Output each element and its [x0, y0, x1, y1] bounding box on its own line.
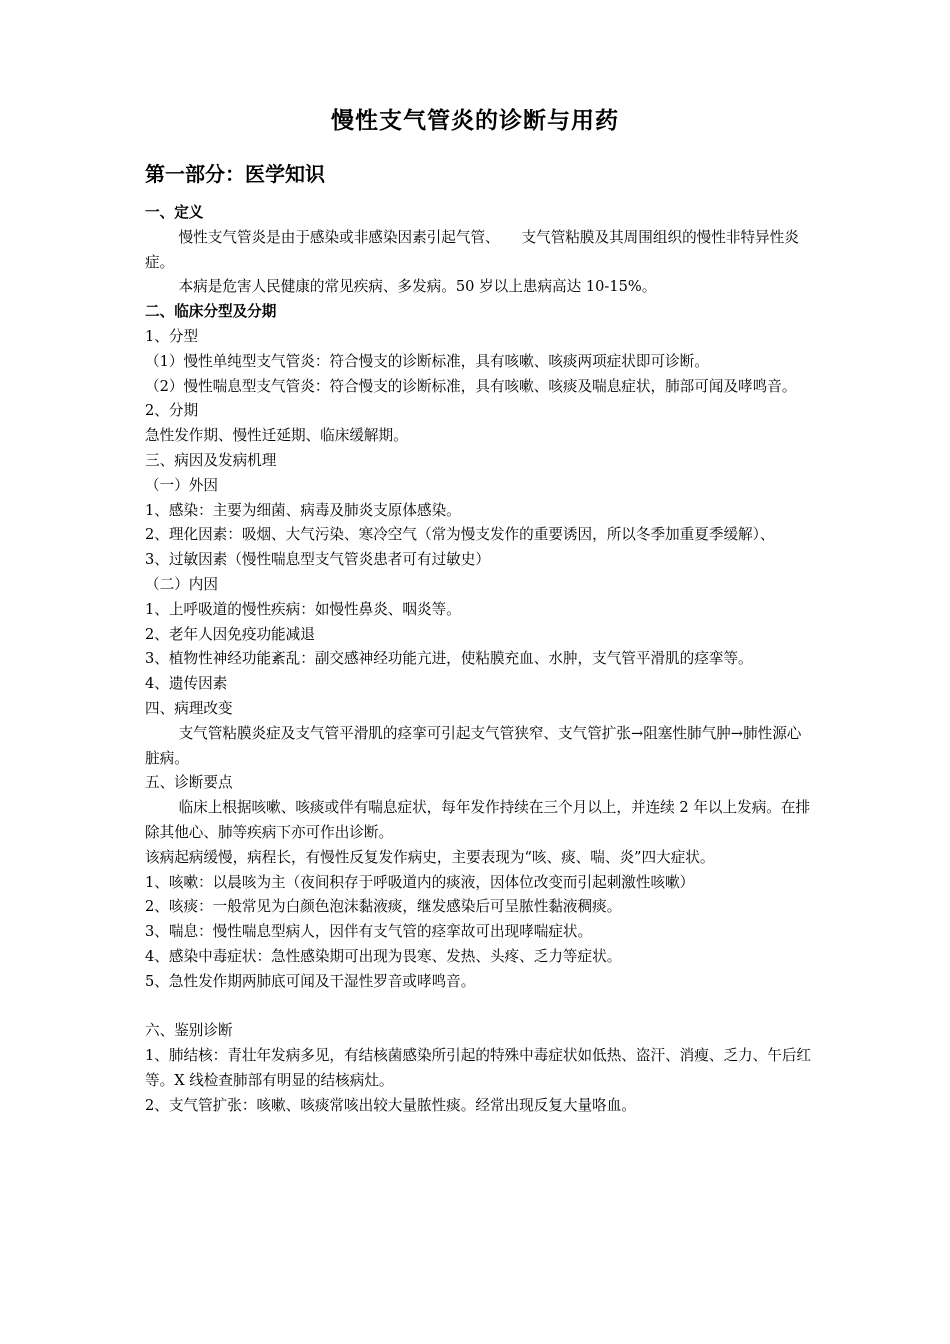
paragraph: 本病是危害人民健康的常见疾病、多发病。50 岁以上患病高达 10-15%。	[178, 278, 657, 296]
paragraph: （二）内因	[145, 575, 218, 593]
paragraph: 4、感染中毒症状：急性感染期可出现为畏寒、发热、头疼、乏力等症状。	[145, 947, 622, 965]
paragraph: 4、遗传因素	[145, 675, 228, 693]
paragraph: 1、分型	[145, 327, 199, 345]
paragraph: 2、支气管扩张：咳嗽、咳痰常咳出较大量脓性痰。经常出现反复大量咯血。	[145, 1096, 636, 1114]
paragraph: 支气管粘膜炎症及支气管平滑肌的痉挛可引起支气管狭窄、支气管扩张→阻塞性肺气肿→肺性源心脏病。	[145, 724, 802, 767]
paragraph: 急性发作期、慢性迁延期、临床缓解期。	[145, 427, 408, 445]
paragraph: 该病起病缓慢，病程长，有慢性反复发作病史，主要表现为“咳、痰、喘、炎”四大症状。	[145, 848, 715, 866]
blank-line	[145, 995, 813, 1020]
paragraph: 2、老年人因免疫功能减退	[145, 625, 315, 643]
paragraph: 3、喘息：慢性喘息型病人，因伴有支气管的痉挛故可出现哮喘症状。	[145, 923, 593, 941]
paragraph: 5、急性发作期两肺底可闻及干湿性罗音或哮鸣音。	[145, 972, 476, 990]
paragraph: 三、病因及发病机理	[145, 451, 277, 469]
part-heading: 第一部分：医学知识	[145, 162, 325, 186]
paragraph: 四、病理改变	[145, 699, 233, 717]
document-body	[145, 201, 813, 1118]
paragraph: 五、诊断要点	[145, 774, 233, 792]
section-heading: 二、临床分型及分期	[145, 303, 277, 321]
paragraph: 3、植物性神经功能紊乱：副交感神经功能亢进，使粘膜充血、水肿，支气管平滑肌的痉挛等。	[145, 650, 753, 668]
paragraph: 临床上根据咳嗽、咳痰或伴有喘息症状，每年发作持续在三个月以上，并连续 2 年以上发病。在排除其他心、肺等疾病下亦可作出诊断。	[145, 799, 811, 841]
section-heading: 一、定义	[145, 204, 204, 221]
paragraph: 1、感染：主要为细菌、病毒及肺炎支原体感染。	[145, 501, 461, 519]
paragraph: 1、咳嗽：以晨咳为主（夜间积存于呼吸道内的痰液，因体位改变而引起刺激性咳嗽）	[145, 873, 695, 891]
paragraph: 2、理化因素：吸烟、大气污染、寒冷空气（常为慢支发作的重要诱因，所以冬季加重夏季缓解）、	[145, 526, 775, 544]
document-title: 慢性支气管炎的诊断与用药	[331, 108, 619, 134]
paragraph: 1、上呼吸道的慢性疾病：如慢性鼻炎、咽炎等。	[145, 600, 461, 618]
paragraph: 2、分期	[145, 402, 199, 420]
paragraph: 3、过敏因素（慢性喘息型支气管炎患者可有过敏史）	[145, 551, 490, 569]
paragraph: 2、咳痰：一般常见为白颜色泡沫黏液痰，继发感染后可呈脓性黏液稠痰。	[145, 898, 622, 916]
paragraph: （一）外因	[145, 476, 218, 494]
paragraph: 慢性支气管炎是由于感染或非感染因素引起气管、 支气管粘膜及其周围组织的慢性非特异性炎症。	[145, 228, 799, 271]
paragraph: （1）慢性单纯型支气管炎：符合慢支的诊断标准，具有咳嗽、咳痰两项症状即可诊断。	[145, 352, 709, 370]
paragraph: （2）慢性喘息型支气管炎：符合慢支的诊断标准，具有咳嗽、咳痰及喘息症状，肺部可闻及哮鸣音。	[145, 377, 797, 395]
paragraph: 六、鉴别诊断	[145, 1022, 233, 1040]
paragraph: 1、肺结核：青壮年发病多见，有结核菌感染所引起的特殊中毒症状如低热、盗汗、消瘦、乏力、午后红等。X 线检查肺部有明显的结核病灶。	[145, 1047, 812, 1089]
